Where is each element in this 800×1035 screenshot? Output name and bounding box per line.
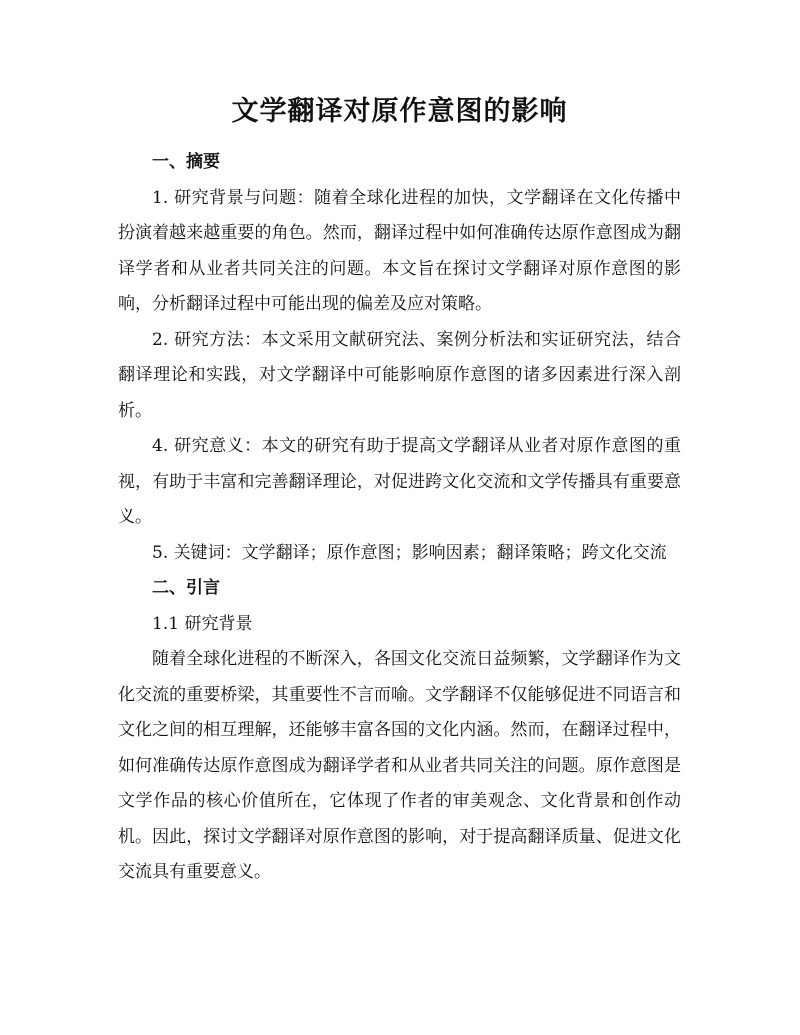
- abstract-item-background: 1. 研究背景与问题：随着全球化进程的加快，文学翻译在文化传播中扮演着越来越重要的角色。然而，翻译过程中如何准确传达原作意图成为翻译学者和从业者共同关注的问题。本文旨在探讨文学翻译对原作意图的影响，分析翻译过程中可能出现的偏差及应对策略。: [118, 187, 681, 314]
- introduction-paragraph: 随着全球化进程的不断深入，各国文化交流日益频繁，文学翻译作为文化交流的重要桥梁，其重要性不言而喻。文学翻译不仅能够促进不同语言和文化之间的相互理解，还能够丰富各国的文化内涵。然而，在翻译过程中，如何准确传达原作意图成为翻译学者和从业者共同关注的问题。原作意图是文学作品的核心价值所在，它体现了作者的审美观念、文化背景和创作动机。因此，探讨文学翻译对原作意图的影响，对于提高翻译质量、促进文化交流具有重要意义。: [118, 649, 681, 882]
- section-heading-abstract: 一、摘要: [152, 152, 220, 172]
- abstract-item-significance: 4. 研究意义：本文的研究有助于提高文学翻译从业者对原作意图的重视，有助于丰富和完善翻译理论，对促进跨文化交流和文学传播具有重要意义。: [118, 436, 681, 527]
- abstract-item-keywords: 5. 关键词：文学翻译；原作意图；影响因素；翻译策略；跨文化交流: [152, 542, 667, 563]
- subsection-heading-background: 1.1 研究背景: [152, 613, 253, 634]
- document-body: [118, 145, 681, 891]
- section-heading-introduction: 二、引言: [152, 578, 220, 598]
- document-title: 文学翻译对原作意图的影响: [231, 96, 568, 127]
- abstract-item-methods: 2. 研究方法：本文采用文献研究法、案例分析法和实证研究法，结合翻译理论和实践，对文学翻译中可能影响原作意图的诸多因素进行深入剖析。: [118, 329, 681, 421]
